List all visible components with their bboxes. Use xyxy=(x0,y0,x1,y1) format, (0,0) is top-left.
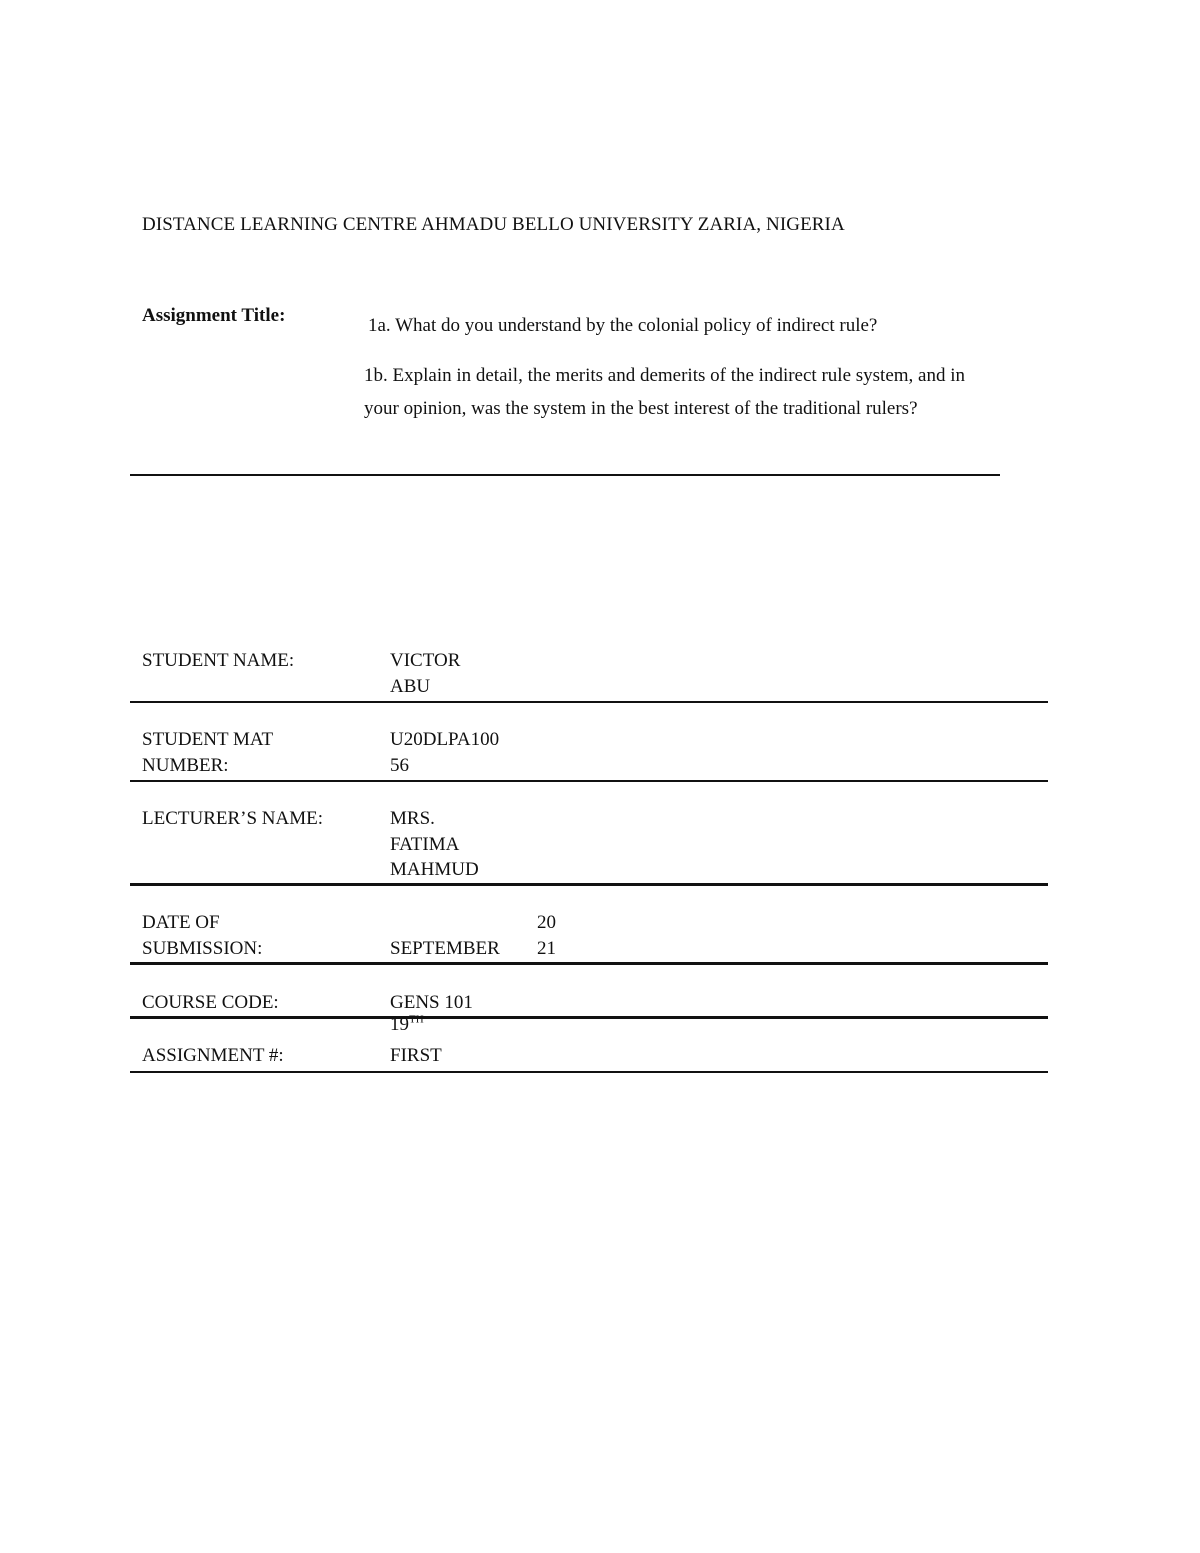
assignment-number-value: FIRST xyxy=(390,1045,442,1066)
course-code-label: COURSE CODE: xyxy=(142,992,279,1013)
student-name-label: STUDENT NAME: xyxy=(142,650,295,671)
student-name-value: VICTOR ABU xyxy=(390,650,461,697)
institution-heading: DISTANCE LEARNING CENTRE AHMADU BELLO UNIVERSITY ZARIA, NIGERIA xyxy=(142,214,845,235)
assignment-title-label: Assignment Title: xyxy=(142,305,286,326)
question-1b: 1b. Explain in detail, the merits and demerits of the indirect rule system, and in your opinion, was the system in the best interest of the traditional rulers? xyxy=(364,365,965,419)
field-divider xyxy=(130,1071,1048,1073)
submission-day-suffix: TH xyxy=(409,1013,424,1026)
mat-number-label: STUDENT MAT NUMBER: xyxy=(142,729,274,776)
field-divider xyxy=(130,883,1048,886)
title-divider xyxy=(130,474,1000,476)
lecturer-name-label: LECTURER’S NAME: xyxy=(142,808,324,829)
submission-month: SEPTEMBER xyxy=(390,937,500,959)
question-1a: 1a. What do you understand by the colonial policy of indirect rule? xyxy=(368,315,878,336)
assignment-number-label: ASSIGNMENT #: xyxy=(142,1045,284,1066)
field-divider xyxy=(130,1016,1048,1019)
lecturer-name-value: MRS. FATIMA MAHMUD xyxy=(390,808,479,880)
submission-year: 20 21 xyxy=(537,912,556,959)
field-divider xyxy=(130,780,1048,782)
submission-date-label: DATE OF SUBMISSION: xyxy=(142,912,263,959)
field-divider xyxy=(130,701,1048,703)
field-divider xyxy=(130,962,1048,965)
mat-number-value: U20DLPA100 56 xyxy=(390,729,500,776)
submission-day: 19 xyxy=(390,1014,409,1035)
course-code-value: GENS 101 xyxy=(390,992,473,1013)
